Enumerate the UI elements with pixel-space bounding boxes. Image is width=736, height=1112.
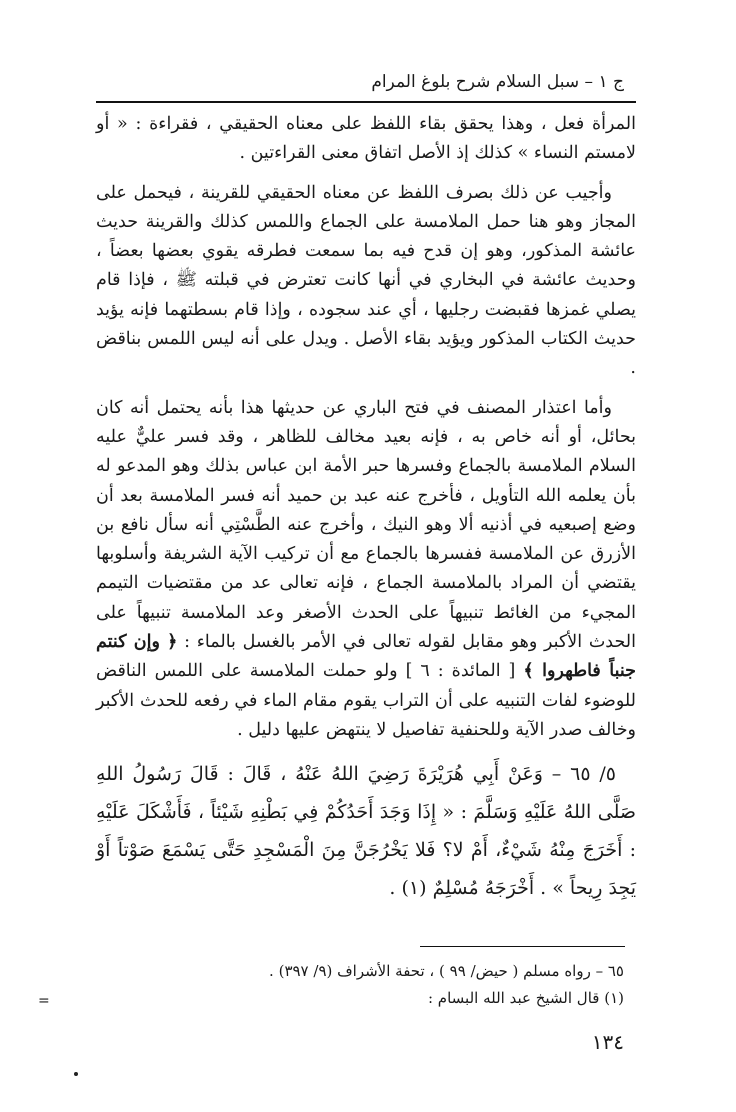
quran-verse: ﴿ وإن كنتم جنباً فاطهروا ﴾ xyxy=(96,632,636,682)
paragraph-1: المرأة فعل ، وهذا يحقق بقاء اللفظ على معناه الحقيقي ، فقراءة : « أو لامستم النساء » كذلك إذ الأصل اتفاق معنى القراءتين . xyxy=(96,114,636,164)
footnote-rule xyxy=(420,946,625,947)
page-number: ١٣٤ xyxy=(591,1030,624,1054)
footnote-65: ٦٥ – رواه مسلم ( حيض/ ٩٩ ) ، تحفة الأشراف (٩/ ٣٩٧) . xyxy=(269,962,624,980)
footnotes xyxy=(269,958,624,1012)
scan-speck xyxy=(74,1072,78,1076)
quran-citation: [ المائدة : ٦ ] xyxy=(405,661,516,682)
continuation-mark: = xyxy=(38,993,50,1009)
quran-after: ولو حملت الملامسة xyxy=(249,661,398,682)
paragraph-2: وأجيب عن ذلك بصرف اللفظ عن معناه الحقيقي للقرينة ، فيحمل على المجاز وهو هنا حمل الملامسة على الجماع واللمس كذلك والقرينة حديث عائشة المذكور، وهو إن قدح فيه بما سمعت فطرقه يقوي بعضها بعضاً ، وحديث عائشة في البخاري في أنها كانت تعترض في قبلته ﷺ ، فإذا قام يصلي غمزها فقبضت رجليها ، أي عند سجوده ، وإذا قام بسطتهما فإنه يؤيد حديث الكتاب المذكور ويؤيد بقاء الأصل . ويدل على أنه ليس اللمس بناقض . xyxy=(96,182,636,379)
footnote-1: (١) قال الشيخ عبد الله البسام : xyxy=(427,989,624,1007)
paragraph-3-text: وأما اعتذار المصنف في فتح الباري عن حديثها هذا بأنه يحتمل أنه كان بحائل، أو أنه خاص به ، فإنه بعيد مخالف للظاهر ، وقد فسر عليٌّ عليه السلام الملامسة بالجماع وفسرها حبر الأمة ابن عباس بذلك وهو المدعو له بأن يعلمه الله التأويل ، فأخرج عنه عبد بن حميد أنه فسر الملامسة بعد أن وضع إصبعيه في أذنيه ألا وهو النيك ، وأخرج عنه الطَّسْتِي أنه سأل نافع بن الأزرق عن الملامسة ففسرها بالجماع مع أن تركيب الآية الشريفة وأسلوبها يقتضي أن المراد بالملامسة الجماع ، فإنه تعالى عد من مقتضيات التيمم المجيء من الغائط تنبيهاً على الحدث الأصغر وعد الملامسة تنبيهاً على الحدث الأكبر وهو مقابل لقوله تعالى في الأمر بالغسل بالماء : xyxy=(96,397,636,653)
hadith-65: ٥/ ٦٥ – وَعَنْ أَبِي هُرَيْرَةَ رَضِيَ اللهُ عَنْهُ ، قَالَ : قَالَ رَسُولُ اللهِ صَلَّى اللهُ عَلَيْهِ وَسَلَّمَ : « إِذَا وَجَدَ أَحَدُكُمْ فِي بَطْنِهِ شَيْئاً ، فَأَشْكَلَ عَلَيْهِ : أَخَرَجَ مِنْهُ شَيْءٌ، أَمْ لا؟ فَلا يَخْرُجَنَّ مِنَ الْمَسْجِدِ حَتَّى يَسْمَعَ صَوْتاً أَوْ يَجِدَ رِيحاً » . أَخْرَجَهُ مُسْلِمٌ (١) . xyxy=(96,763,636,900)
header-rule xyxy=(96,101,636,103)
paragraph-4-text: على اللمس الناقض للوضوء لفات التنبيه على أن التراب يقوم مقام الماء في رفعه للحدث الأكبر وخالف صدر الآية وللحنفية تفاصيل لا ينتهض عليها دليل . xyxy=(96,661,636,740)
main-text xyxy=(96,110,636,907)
paragraph-3 xyxy=(96,394,636,746)
running-header: ج ١ – سبل السلام شرح بلوغ المرام xyxy=(371,72,624,92)
